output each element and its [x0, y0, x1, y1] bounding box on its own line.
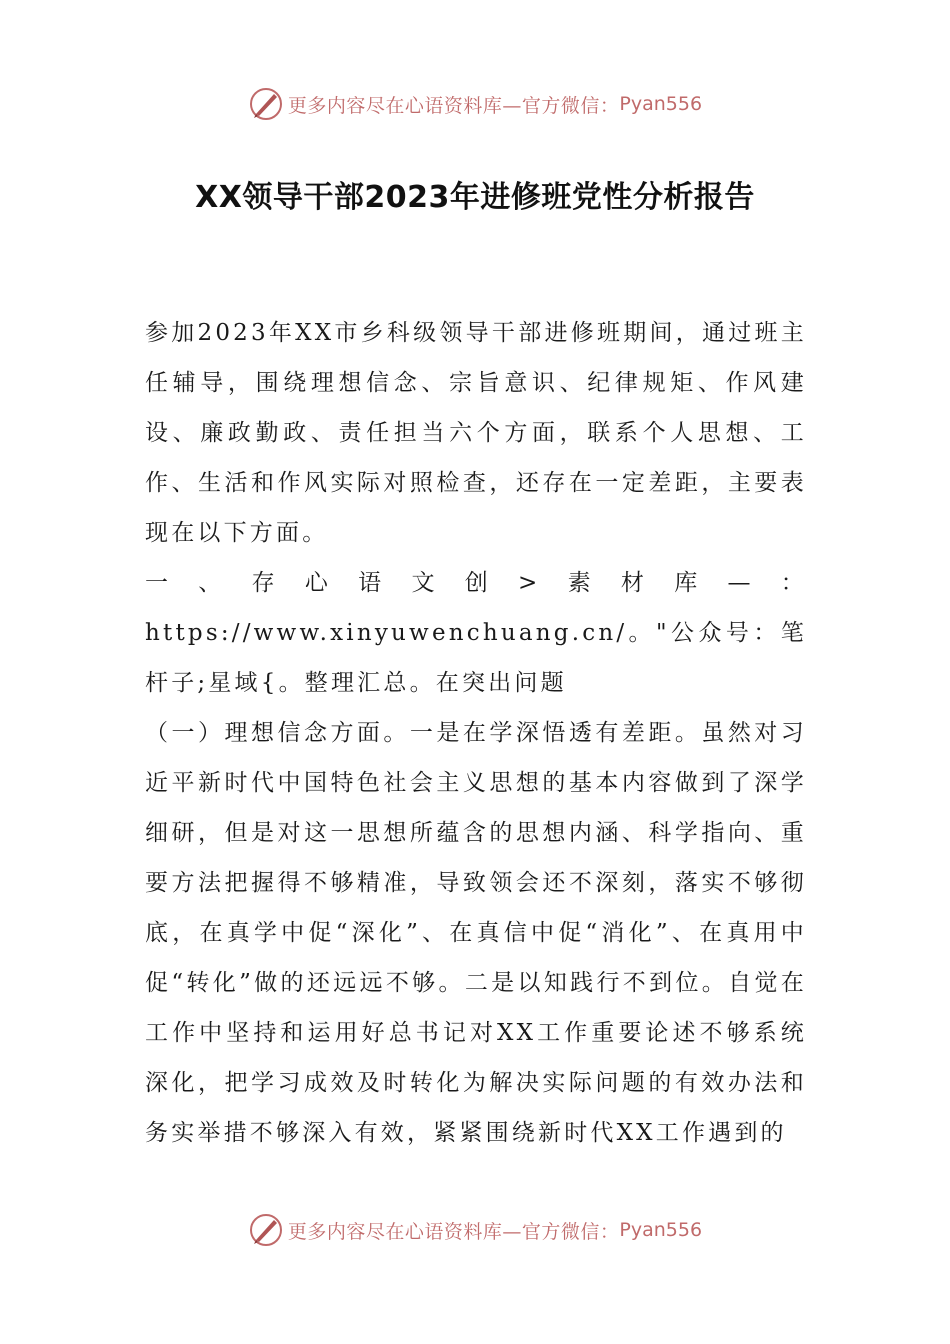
document-title: XX领导干部2023年进修班党性分析报告 — [195, 180, 755, 215]
pen-logo-icon — [248, 86, 284, 122]
banner-wechat-id: Pyan556 — [619, 93, 703, 115]
paragraph-ideals: （一）理想信念方面。一是在学深悟透有差距。虽然对习近平新时代中国特色社会主义思想的基本内容做到了深学细研，但是对这一思想所蕴含的思想内涵、科学指向、重要方法把握得不够精准，导致领会还不深刻，落实不够彻底，在真学中促“深化”、在真信中促“消化”、在真用中促“转化”做的还远远不够。二是以知践行不到位。自觉在工作中坚持和运用好总书记对XX工作重要论述不够系统深化，把学习成效及时转化为解决实际问题的有效办法和务实举措不够深入有效，紧紧围绕新时代XX工作遇到的 — [145, 720, 807, 1146]
document-body — [145, 308, 807, 1158]
paragraph-section-heading: 一、存心语文创>素材库—：https://www.xinyuwenchuang.cn/。"公众号：笔杆子;星域{。整理汇总。在突出问题 — [145, 570, 807, 696]
footer-watermark-banner — [0, 1208, 950, 1252]
banner-text: 更多内容尽在心语资料库—官方微信： — [287, 94, 620, 117]
pen-logo-icon — [248, 1212, 284, 1248]
banner-text: 更多内容尽在心语资料库—官方微信： — [287, 1220, 620, 1243]
paragraph-intro: 参加2023年XX市乡科级领导干部进修班期间，通过班主任辅导，围绕理想信念、宗旨意识、纪律规矩、作风建设、廉政勤政、责任担当六个方面，联系个人思想、工作、生活和作风实际对照检查，还存在一定差距，主要表现在以下方面。 — [145, 320, 807, 546]
header-watermark-banner — [0, 82, 950, 126]
banner-wechat-id: Pyan556 — [619, 1219, 703, 1241]
